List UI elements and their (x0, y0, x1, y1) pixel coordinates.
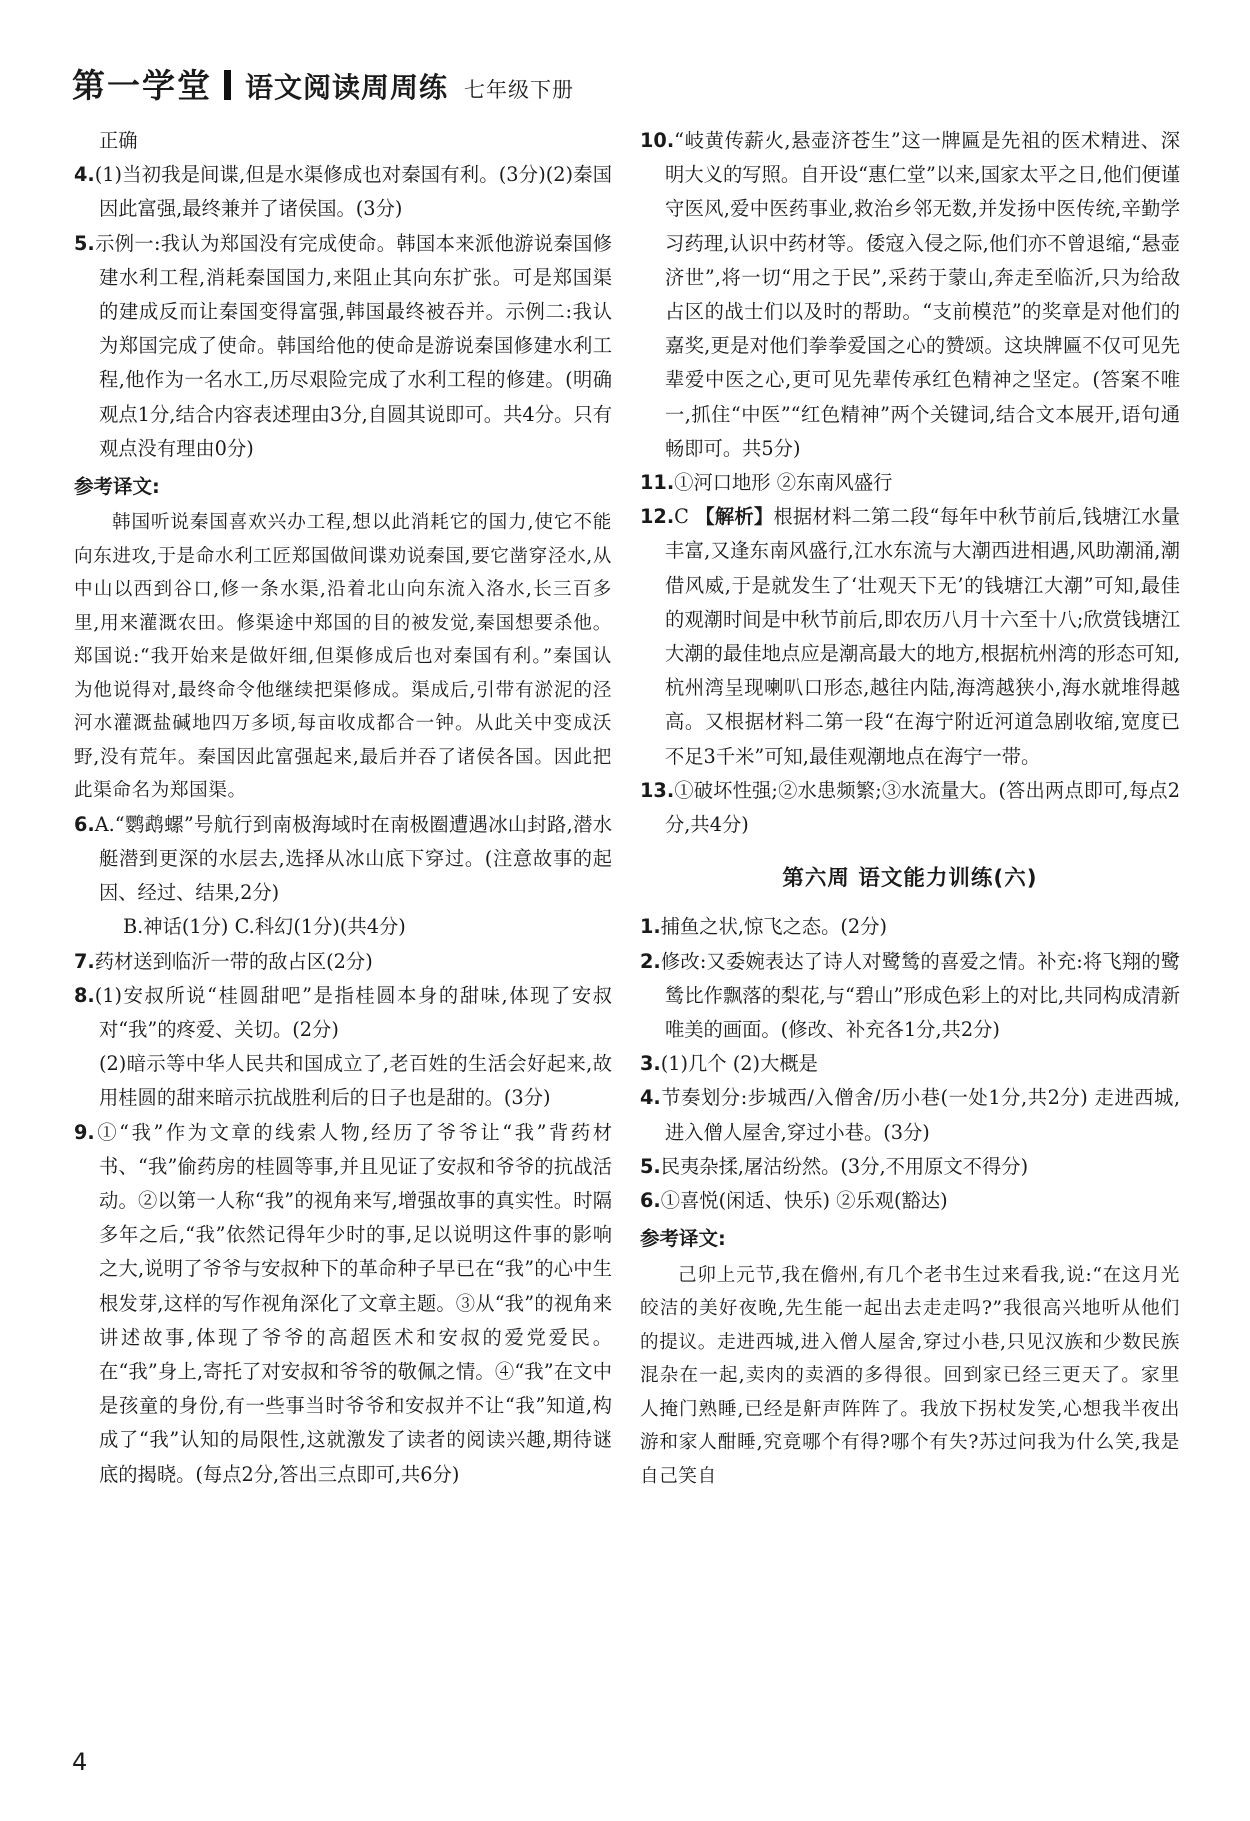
answer-7 (74, 945, 612, 979)
right-column (640, 124, 1180, 1493)
answer-3-tail: 正确 (99, 129, 138, 152)
translation-heading: 参考译文: (74, 475, 160, 499)
answer-text: 修改:又委婉表达了诗人对鹭鸶的喜爱之情。补充:将飞翔的鹭鸶比作飘落的梨花,与“碧山”形成色彩上的对比,共同构成清新唯美的画面。(修改、补充各1分,共2分) (660, 949, 1180, 1042)
answer-text: 节奏划分:步城西/入僧舍/历小巷(一处1分,共2分) 走进西城,进入僧人屋舍,穿过小巷。(3分) (660, 1086, 1180, 1144)
answer-6 (74, 808, 612, 911)
answer-number: 4. (640, 1086, 661, 1110)
answer-6-sub: B.神话(1分) C.科幻(1分)(共4分) (123, 915, 406, 939)
answer-text: (1)当初我是间谍,但是水渠修成也对秦国有利。(3分)(2)秦国因此富强,最终兼并了诸侯国。(3分) (94, 163, 612, 221)
left-column (74, 124, 612, 1492)
answer-4 (74, 158, 612, 226)
answer-number: 8. (74, 983, 95, 1007)
answer-number: 3. (640, 1052, 661, 1076)
answer-number: 12. (640, 505, 675, 529)
book-title: 语文阅读周周练 (245, 71, 449, 104)
answer-text: 药材送到临沂一带的敌占区(2分) (94, 949, 373, 973)
answer-5 (74, 227, 612, 466)
answer-choice: C (674, 505, 689, 529)
answer-text: 示例一:我认为郑国没有完成使命。韩国本来派他游说秦国修建水利工程,消耗秦国国力,来阻止其向东扩张。可是郑国渠的建成反而让秦国变得富强,韩国最终被吞并。示例二:我认为郑国完成了使命。韩国给他的使命是游说秦国修建水利工程,他作为一名水工,历尽艰险完成了水利工程的修建。(明确观点1分,结合内容表述理由3分,自圆其说即可。共4分。只有观点没有理由0分) (94, 231, 612, 460)
week6-answer-1 (640, 910, 1180, 944)
answer-number: 5. (640, 1154, 661, 1178)
answer-text: ①“我”作为文章的线索人物,经历了爷爷让“我”背药材书、“我”偷药房的桂圆等事,并且见证了安叔和爷爷的抗战活动。②以第一人称“我”的视角来写,增强故事的真实性。时隔多年之后,“我”依然记得年少时的事,足以说明这件事的影响之大,说明了爷爷与安叔种下的革命种子早已在“我”的心中生根发芽,这样的写作视角深化了文章主题。③从“我”的视角来讲述故事,体现了爷爷的高超医术和安叔的爱党爱民。在“我”身上,寄托了对安叔和爷爷的敬佩之情。④“我”在文中是孩童的身份,有一些事当时爷爷和安叔并不让“我”知道,构成了“我”认知的局限性,这就激发了读者的阅读兴趣,期待谜底的揭晓。(每点2分,答出三点即可,共6分) (94, 1120, 612, 1486)
answer-text: ①河口地形 ②东南风盛行 (674, 471, 893, 495)
answer-number: 4. (74, 163, 95, 187)
answer-number: 6. (74, 812, 95, 836)
answer-number: 6. (640, 1189, 661, 1213)
answer-12 (640, 500, 1180, 774)
answer-10 (640, 124, 1180, 466)
page-number: 4 (72, 1748, 88, 1776)
translation-text: 韩国听说秦国喜欢兴办工程,想以此消耗它的国力,使它不能向东进攻,于是命水利工匠郑国做间谍劝说秦国,要它凿穿泾水,从中山以西到谷口,修一条水渠,沿着北山向东流入洛水,长三百多里,用来灌溉农田。修渠途中郑国的目的被发觉,秦国想要杀他。郑国说:“我开始来是做奸细,但渠修成后也对秦国有利。”秦国认为他说得对,最终命令他继续把渠修成。渠成后,引带有淤泥的泾河水灌溉盐碱地四万多顷,每亩收成都合一钟。从此关中变成沃野,没有荒年。秦国因此富强起来,最后并吞了诸侯各国。因此把此渠命名为郑国渠。 (74, 512, 612, 802)
answer-number: 1. (640, 915, 661, 939)
answer-9 (74, 1116, 612, 1492)
page-header (72, 60, 1182, 110)
analysis-tag: 【解析】 (695, 505, 774, 529)
answer-text: 捕鱼之状,惊飞之态。(2分) (660, 915, 888, 939)
answer-text: ①破坏性强;②水患频繁;③水流量大。(答出两点即可,每点2分,共4分) (665, 778, 1180, 837)
week6-answer-6 (640, 1184, 1180, 1218)
answer-text: 根据材料二第二段“每年中秋节前后,钱塘江水量丰富,又逢东南风盛行,江水东流与大潮西进相遇,风助潮涌,潮借风威,于是就发生了‘壮观天下无’的钱塘江大潮”可知,最佳的观潮时间是中秋节前后,即农历八月十六至十八;欣赏钱塘江大潮的最佳地点应是潮高最大的地方,根据杭州湾的形态可知,杭州湾呈现喇叭口形态,越往内陆,海湾越狭小,海水就堆得越高。又根据材料二第一段“在海宁附近河道急剧收缩,宽度已不足3千米”可知,最佳观潮地点在海宁一带。 (665, 505, 1180, 768)
answer-number: 9. (74, 1120, 95, 1144)
answer-text: 民夷杂揉,屠沽纷然。(3分,不用原文不得分) (660, 1154, 1029, 1178)
section-title: 第六周 语文能力训练(六) (782, 866, 1038, 892)
translation-text: 己卯上元节,我在儋州,有几个老书生过来看我,说:“在这月光皎洁的美好夜晚,先生能一起出去走走吗?”我很高兴地听从他们的提议。走进西城,进入僧人屋舍,穿过小巷,只见汉族和少数民族混杂在一起,卖肉的卖酒的多得很。回到家已经三更天了。家里人掩门熟睡,已经是鼾声阵阵了。我放下拐杖发笑,心想我半夜出游和家人酣睡,究竟哪个有得?哪个有失?苏过问我为什么笑,我是自己笑自 (640, 1264, 1180, 1487)
answer-text: A.“鹦鹉螺”号航行到南极海域时在南极圈遭遇冰山封路,潜水艇潜到更深的水层去,选择从冰山底下穿过。(注意故事的起因、经过、结果,2分) (94, 812, 612, 905)
answer-8-sub: (2)暗示等中华人民共和国成立了,老百姓的生活会好起来,故用桂圆的甜来暗示抗战胜利后的日子也是甜的。(3分) (99, 1052, 612, 1110)
translation-heading: 参考译文: (640, 1227, 726, 1251)
answer-11 (640, 466, 1180, 500)
answer-text: (1)几个 (2)大概是 (660, 1052, 818, 1076)
answer-13 (640, 774, 1180, 842)
answer-text: ①喜悦(闲适、快乐) ②乐观(豁达) (660, 1189, 948, 1213)
header-divider (224, 70, 231, 100)
answer-number: 5. (74, 231, 95, 255)
week6-answer-2 (640, 945, 1180, 1048)
week6-answer-5 (640, 1150, 1180, 1184)
answer-number: 2. (640, 949, 661, 973)
answer-8 (74, 979, 612, 1047)
week6-answer-4 (640, 1081, 1180, 1149)
brand-title: 第一学堂 (72, 66, 212, 105)
grade-label: 七年级下册 (464, 78, 575, 102)
answer-number: 13. (640, 778, 675, 802)
answer-number: 10. (640, 129, 675, 152)
answer-number: 7. (74, 949, 95, 973)
answer-number: 11. (640, 471, 675, 495)
answer-text: (1)安叔所说“桂圆甜吧”是指桂圆本身的甜味,体现了安叔对“我”的疼爱、关切。(2分) (94, 983, 612, 1041)
week6-answer-3 (640, 1047, 1180, 1081)
answer-text: “岐黄传薪火,悬壶济苍生”这一牌匾是先祖的医术精进、深明大义的写照。自开设“惠仁堂”以来,国家太平之日,他们便谨守医风,爱中医药事业,救治乡邻无数,并发扬中医传统,辛勤学习药理,认识中药材等。倭寇入侵之际,他们亦不曾退缩,“悬壶济世”,将一切“用之于民”,采药于蒙山,奔走至临沂,只为给敌占区的战士们以及时的帮助。“支前模范”的奖章是对他们的嘉奖,更是对他们拳拳爱国之心的赞颂。这块牌匾不仅可见先辈爱中医之心,更可见先辈传承红色精神之坚定。(答案不唯一,抓住“中医”“红色精神”两个关键词,结合文本展开,语句通畅即可。共5分) (665, 129, 1180, 460)
